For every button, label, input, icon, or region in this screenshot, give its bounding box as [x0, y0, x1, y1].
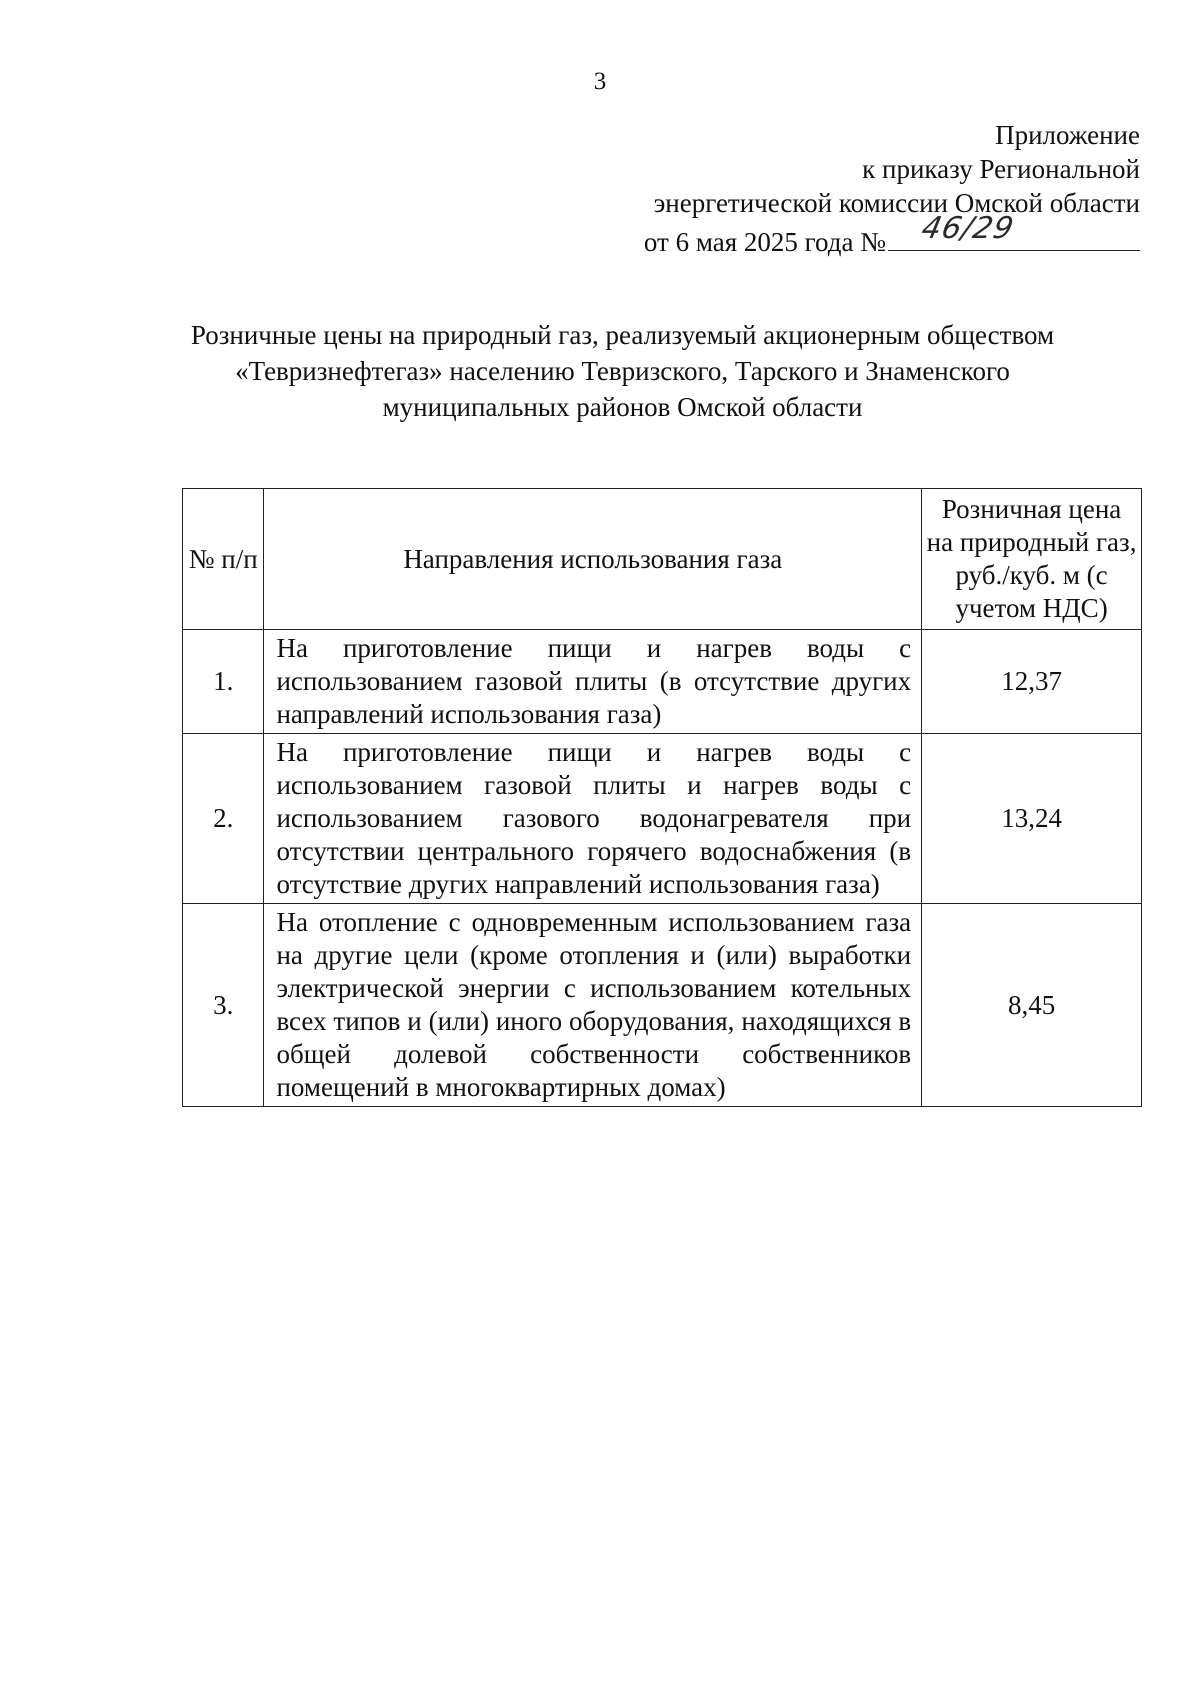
header-direction: Направления использования газа [264, 489, 922, 630]
order-date: от 6 мая 2025 года № [643, 227, 886, 257]
row-price-text: 13,24 [1001, 803, 1062, 833]
row-number-text: 2. [213, 803, 234, 833]
price-table [182, 488, 1142, 1107]
row-number [183, 904, 264, 1107]
row-number [183, 734, 264, 904]
appendix-block [644, 118, 1140, 259]
table-row [183, 734, 1142, 904]
row-direction: На приготовление пищи и нагрев воды с использованием газовой плиты и нагрев воды с использованием газового водонагревателя при отсутствии центрального горячего водоснабжения (в отсутствие других направлений использования газа) [264, 734, 922, 904]
table-row [183, 630, 1142, 734]
handwritten-order-number: 46/29 [918, 211, 1018, 246]
header-number: № п/п [183, 489, 264, 630]
document-title [150, 317, 1095, 425]
appendix-commission: энергетической комиссии Омской области [653, 188, 1140, 218]
appendix-title: Приложение [995, 120, 1140, 150]
table-row [183, 904, 1142, 1107]
title-line-2: «Тевризнефтегаз» населению Тевризского, Тарского и Знаменского [235, 356, 1010, 386]
row-price-text: 8,45 [1007, 989, 1056, 1020]
row-direction: На приготовление пищи и нагрев воды с использованием газовой плиты (в отсутствие других направлений использования газа) [264, 630, 922, 734]
row-number-text: 3. [213, 989, 234, 1020]
row-number-text: 1. [213, 666, 234, 696]
table-header-row [183, 489, 1142, 630]
row-price-text: 12,37 [1001, 666, 1062, 696]
row-price [922, 734, 1142, 904]
row-number [183, 630, 264, 734]
title-line-3: муниципальных районов Омской области [382, 392, 863, 422]
page-number: 3 [593, 68, 607, 95]
row-price [922, 904, 1142, 1107]
appendix-order-ref: к приказу Региональной [862, 154, 1140, 184]
appendix-order-line [643, 211, 1140, 259]
header-price: Розничная цена на природный газ, руб./куб. м (с учетом НДС) [922, 489, 1142, 630]
order-number-field [888, 211, 1140, 251]
row-direction: На отопление с одновременным использованием газа на другие цели (кроме отопления и (или) выработки электрической энергии с использованием котельных всех типов и (или) иного оборудования, находящихся в общей долевой собственности собственников помещений в многоквартирных домах) [264, 904, 922, 1107]
title-line-1: Розничные цены на природный газ, реализуемый акционерным обществом [190, 320, 1055, 350]
row-price [922, 630, 1142, 734]
